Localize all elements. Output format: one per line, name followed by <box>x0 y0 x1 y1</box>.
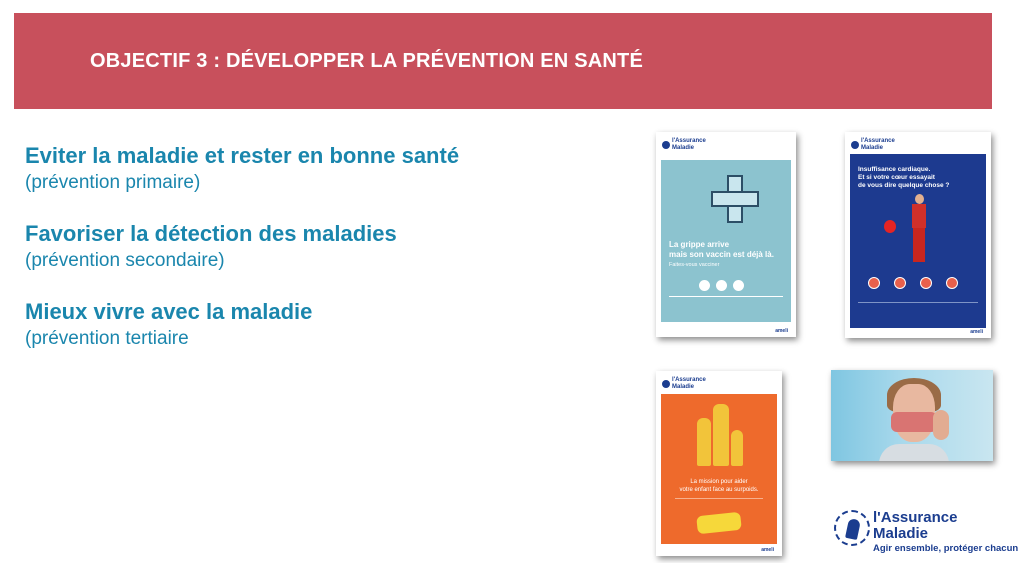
heart-balloon-icon <box>884 220 896 233</box>
poster-badge <box>696 512 742 535</box>
poster-divider <box>675 498 763 509</box>
child-overweight-poster <box>656 371 782 556</box>
heart-failure-poster <box>845 132 991 338</box>
assurance-maladie-emblem-icon <box>834 510 874 548</box>
poster-artwork <box>850 154 986 328</box>
objective-2-sub: (prévention secondaire) <box>25 250 225 271</box>
logo-name-line1: l'Assurance <box>873 509 958 526</box>
poster-headline: La mission pour aider votre enfant face au surpoids. <box>679 479 759 493</box>
slide-title: OBJECTIF 3 : DÉVELOPPER LA PRÉVENTION EN SANTÉ <box>90 50 643 72</box>
brand-logo-icon <box>662 141 670 149</box>
title-banner <box>14 13 992 109</box>
poster-artwork <box>661 394 777 544</box>
poster-brand: l'Assurance Maladie <box>662 138 706 152</box>
family-figures-icon <box>697 404 745 466</box>
brand-logo-icon <box>851 141 859 149</box>
objective-1-sub: (prévention primaire) <box>25 172 201 193</box>
logo-tagline: Agir ensemble, protéger chacun <box>873 543 1019 554</box>
logo-name-line2: Maladie <box>873 525 929 542</box>
objective-3-sub: (prévention tertiaire <box>25 328 189 349</box>
poster-headline: Insuffisance cardiaque. Et si votre cœur essayait de vous dire quelque chose ? <box>858 166 950 189</box>
objective-2-heading: Favoriser la détection des maladies <box>25 221 397 246</box>
face-mask-icon <box>891 412 937 432</box>
objective-3 <box>25 298 312 352</box>
poster-artwork <box>661 160 791 322</box>
poster-icons <box>868 276 972 294</box>
ameli-mark: ameli <box>970 329 983 335</box>
objective-1-heading: Eviter la maladie et rester en bonne santé <box>25 143 460 168</box>
poster-subline: Faites-vous vacciner <box>669 262 720 268</box>
objective-2 <box>25 220 397 274</box>
poster-headline: La grippe arrive mais son vaccin est déjà là. <box>669 240 774 259</box>
woman-mask-photo <box>831 370 993 461</box>
ameli-mark: ameli <box>775 328 788 334</box>
objective-1 <box>25 142 459 196</box>
assurance-maladie-logo <box>826 502 1019 557</box>
poster-divider <box>858 302 978 313</box>
objective-3-heading: Mieux vivre avec la maladie <box>25 299 313 324</box>
brand-logo-icon <box>662 380 670 388</box>
pharmacy-cross-icon <box>711 175 759 223</box>
poster-icons <box>699 278 750 296</box>
ameli-mark: ameli <box>761 547 774 553</box>
person-figure-icon <box>910 194 928 264</box>
poster-divider <box>669 296 783 315</box>
poster-brand: l'Assurance Maladie <box>662 377 706 391</box>
flu-vaccine-poster <box>656 132 796 337</box>
poster-brand: l'Assurance Maladie <box>851 138 895 152</box>
